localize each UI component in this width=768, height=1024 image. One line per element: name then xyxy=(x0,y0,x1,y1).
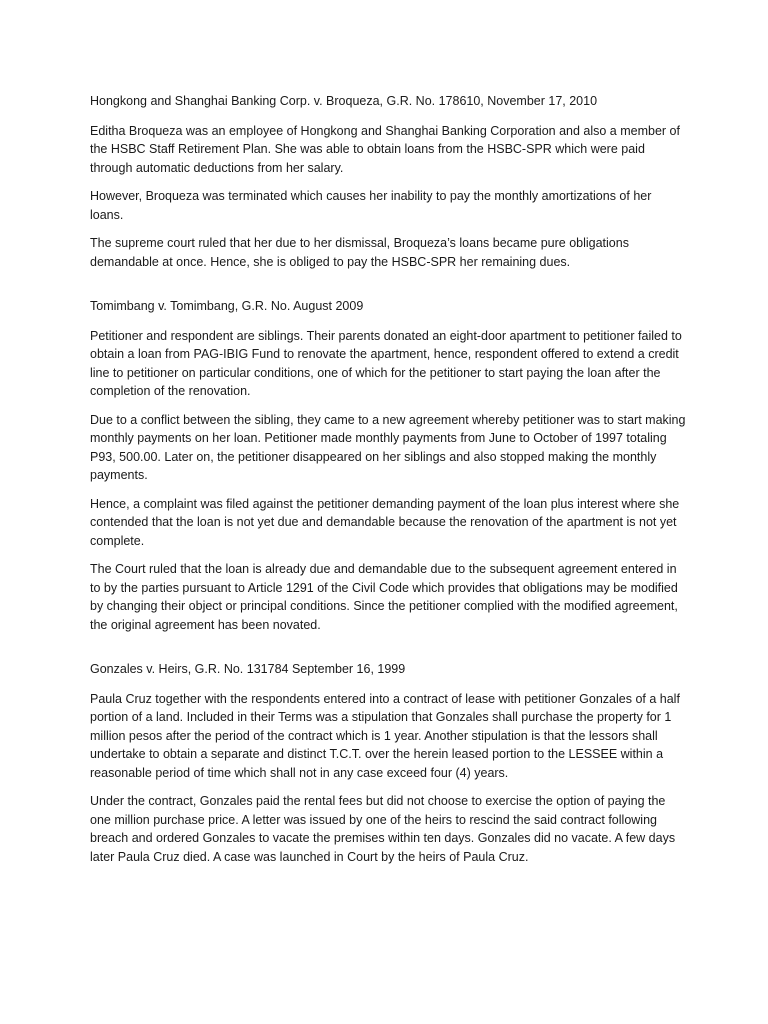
case-section-tomimbang xyxy=(90,297,688,634)
case-paragraph: Hence, a complaint was filed against the petitioner demanding payment of the loan plus interest where she contended that the loan is not yet due and demandable because the renovation of the apartment is not yet complete. xyxy=(90,496,680,548)
case-paragraph: Under the contract, Gonzales paid the rental fees but did not choose to exercise the option of paying the one million purchase price. A letter was issued by one of the heirs to rescind the said contract following breach and ordered Gonzales to vacate the premises within ten days. Gonzales did no vacate. A few days later Paula Cruz died. A case was launched in Court by the heirs of Paula Cruz. xyxy=(90,794,676,864)
section-spacer xyxy=(90,644,688,660)
case-title: Tomimbang v. Tomimbang, G.R. No. August 2009 xyxy=(90,299,364,313)
case-section-gonzales xyxy=(90,660,688,866)
case-paragraph: Petitioner and respondent are siblings. Their parents donated an eight-door apartment to petitioner failed to obtain a loan from PAG-IBIG Fund to renovate the apartment, hence, respondent offered to extend a credit line to petitioner on particular conditions, one of which for the petitioner to start paying the loan after the completion of the renovation. xyxy=(90,328,682,398)
case-paragraph: Paula Cruz together with the respondents entered into a contract of lease with petitioner Gonzales of a half portion of a land. Included in their Terms was a stipulation that Gonzales shall purchase the property for 1 million pesos after the period of the contract which is 1 year. Another stipulation is that the lessors shall undertake to obtain a separate and distinct T.C.T. over the herein leased portion to the LESSEE within a reasonable period of time which shall not in any case exceed four (4) years. xyxy=(90,691,680,780)
case-section-hsbc xyxy=(90,92,688,271)
case-paragraph: However, Broqueza was terminated which causes her inability to pay the monthly amortizations of her loans. xyxy=(90,189,652,222)
case-paragraph: Due to a conflict between the sibling, they came to a new agreement whereby petitioner was to start making monthly payments on her loan. Petitioner made monthly payments from June to October of 1997 totaling P93, 500.00. Later on, the petitioner disappeared on her siblings and also stopped making the monthly payments. xyxy=(90,412,686,482)
case-paragraph: The supreme court ruled that her due to her dismissal, Broqueza’s loans became pure obligations demandable at once. Hence, she is obliged to pay the HSBC-SPR her remaining dues. xyxy=(90,236,629,269)
case-title: Gonzales v. Heirs, G.R. No. 131784 September 16, 1999 xyxy=(90,662,406,676)
case-paragraph: Editha Broqueza was an employee of Hongkong and Shanghai Banking Corporation and also a member of the HSBC Staff Retirement Plan. She was able to obtain loans from the HSBC-SPR which were paid through automatic deductions from her salary. xyxy=(90,123,680,175)
section-spacer xyxy=(90,281,688,297)
case-title: Hongkong and Shanghai Banking Corp. v. Broqueza, G.R. No. 178610, November 17, 2010 xyxy=(90,94,598,108)
document-page xyxy=(90,92,688,876)
case-paragraph: The Court ruled that the loan is already due and demandable due to the subsequent agreement entered in to by the parties pursuant to Article 1291 of the Civil Code which provides that obligations may be modified by changing their object or principal conditions. Since the petitioner complied with the modified agreement, the original agreement has been novated. xyxy=(90,562,678,632)
